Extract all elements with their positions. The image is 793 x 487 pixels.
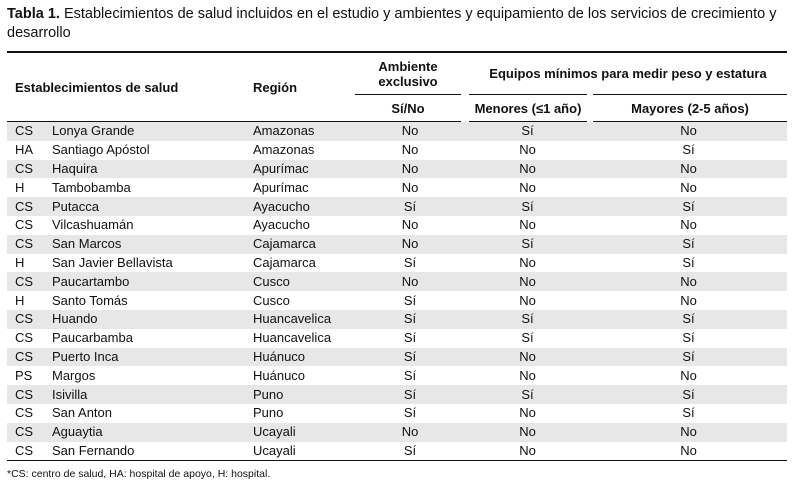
cell-nombre: Huando: [52, 310, 225, 329]
table-row: [7, 272, 787, 291]
cell-mayores: No: [680, 179, 697, 195]
cell-mayores: No: [590, 423, 787, 442]
table-row: [7, 366, 787, 385]
cell-ambiente: Sí: [403, 405, 417, 421]
cell-ambiente: Sí: [355, 348, 465, 367]
cell-tipo: HA: [15, 142, 34, 158]
cell-menores: No: [519, 217, 536, 233]
table-body: [7, 122, 787, 461]
cell-menores: Sí: [521, 330, 534, 346]
table-row: [7, 291, 787, 310]
cell-menores: No: [519, 292, 536, 308]
table-row: [7, 348, 787, 367]
header-region: Región: [253, 79, 298, 95]
cell-menores: No: [519, 142, 536, 158]
cell-tipo: CS: [7, 348, 52, 367]
cell-mayores: Sí: [590, 235, 787, 254]
header-si-no: Sí/No: [391, 100, 425, 116]
cell-mayores: No: [680, 217, 697, 233]
cell-tipo: PS: [15, 367, 33, 383]
cell-nombre: San Anton: [52, 405, 112, 421]
table-row: [7, 141, 787, 160]
cell-nombre: Putacca: [52, 197, 225, 216]
cell-region: Apurímac: [225, 160, 355, 179]
cell-menores: Sí: [465, 197, 590, 216]
cell-nombre: Santo Tomás: [52, 292, 128, 308]
cell-mayores: Sí: [682, 254, 695, 270]
header-menores: Menores (≤1 año): [465, 95, 590, 122]
cell-menores: No: [465, 272, 590, 291]
cell-menores: No: [465, 442, 590, 461]
cell-region: Ucayali: [225, 442, 355, 461]
cell-nombre: Paucarbamba: [52, 330, 133, 346]
table-row: [7, 178, 787, 197]
cell-tipo: H: [15, 292, 25, 308]
cell-menores: No: [465, 348, 590, 367]
cell-region: Ucayali: [225, 423, 355, 442]
table-row: [7, 423, 787, 442]
cell-ambiente: No: [401, 142, 419, 158]
cell-tipo: CS: [15, 330, 34, 346]
cell-nombre: Lonya Grande: [52, 122, 225, 141]
cell-tipo: CS: [7, 160, 52, 179]
cell-mayores: No: [680, 367, 697, 383]
table-row: [7, 329, 787, 348]
cell-tipo: CS: [15, 405, 34, 421]
cell-ambiente: Sí: [403, 330, 417, 346]
cell-tipo: CS: [7, 310, 52, 329]
table-row: [7, 442, 787, 461]
cell-tipo: CS: [7, 385, 52, 404]
cell-menores: No: [519, 254, 536, 270]
cell-nombre: Tambobamba: [52, 179, 131, 195]
header-mayores: Mayores (2-5 años): [590, 95, 787, 122]
table-row: [7, 404, 787, 423]
table-caption: [7, 5, 787, 43]
table-row: [7, 235, 787, 254]
cell-tipo: CS: [7, 197, 52, 216]
cell-ambiente: No: [355, 272, 465, 291]
cell-region: Puno: [225, 385, 355, 404]
table-row: [7, 254, 787, 273]
cell-mayores: Sí: [682, 330, 695, 346]
cell-menores: No: [465, 160, 590, 179]
cell-tipo: CS: [15, 217, 34, 233]
cell-region: Ayacucho: [225, 197, 355, 216]
cell-region: Puno: [253, 405, 284, 421]
cell-region: Huánuco: [253, 367, 306, 383]
cell-ambiente: No: [401, 179, 419, 195]
health-facilities-table: [7, 53, 787, 461]
cell-tipo: CS: [7, 442, 52, 461]
table-caption-label: Tabla 1.: [7, 6, 60, 22]
cell-mayores: No: [590, 442, 787, 461]
cell-ambiente: Sí: [355, 442, 465, 461]
cell-mayores: No: [680, 292, 697, 308]
cell-menores: No: [465, 423, 590, 442]
cell-nombre: Isivilla: [52, 385, 225, 404]
cell-menores: No: [519, 367, 536, 383]
cell-tipo: H: [15, 179, 25, 195]
cell-mayores: Sí: [590, 385, 787, 404]
cell-nombre: San Fernando: [52, 442, 225, 461]
cell-mayores: Sí: [590, 197, 787, 216]
cell-region: Amazonas: [225, 122, 355, 141]
table-row: [7, 216, 787, 235]
cell-ambiente: No: [355, 160, 465, 179]
header-establecimientos: Establecimientos de salud: [15, 79, 179, 95]
cell-region: Apurímac: [253, 179, 309, 195]
cell-tipo: CS: [7, 272, 52, 291]
cell-nombre: Puerto Inca: [52, 348, 225, 367]
cell-region: Cusco: [253, 292, 290, 308]
cell-mayores: Sí: [590, 310, 787, 329]
cell-ambiente: Sí: [355, 197, 465, 216]
cell-nombre: Aguaytia: [52, 423, 225, 442]
cell-mayores: No: [590, 160, 787, 179]
cell-ambiente: Sí: [403, 367, 417, 383]
table-row: [7, 160, 787, 179]
cell-mayores: Sí: [682, 405, 695, 421]
cell-menores: Sí: [465, 310, 590, 329]
cell-tipo: CS: [7, 122, 52, 141]
cell-menores: No: [519, 405, 536, 421]
cell-region: Cusco: [225, 272, 355, 291]
cell-ambiente: No: [355, 122, 465, 141]
cell-region: Ayacucho: [253, 217, 310, 233]
cell-menores: Sí: [465, 122, 590, 141]
cell-ambiente: Sí: [355, 385, 465, 404]
cell-region: Huancavelica: [225, 310, 355, 329]
cell-region: Huánuco: [225, 348, 355, 367]
table-row: [7, 122, 787, 141]
cell-ambiente: Sí: [403, 254, 417, 270]
cell-region: Cajamarca: [253, 254, 316, 270]
cell-menores: Sí: [465, 235, 590, 254]
table-row: [7, 385, 787, 404]
cell-menores: Sí: [465, 385, 590, 404]
table-row: [7, 310, 787, 329]
cell-tipo: CS: [7, 423, 52, 442]
cell-nombre: San Marcos: [52, 235, 225, 254]
cell-menores: No: [519, 179, 536, 195]
cell-region: Cajamarca: [225, 235, 355, 254]
cell-ambiente: No: [401, 217, 419, 233]
cell-nombre: Margos: [52, 367, 96, 383]
table-caption-text: Establecimientos de salud incluidos en el estudio y ambientes y equipamiento de los servicios de crecimiento y desarrollo: [7, 6, 777, 41]
cell-region: Huancavelica: [253, 330, 332, 346]
cell-ambiente: No: [355, 423, 465, 442]
cell-mayores: Sí: [590, 348, 787, 367]
cell-ambiente: Sí: [355, 310, 465, 329]
cell-nombre: Vilcashuamán: [52, 217, 134, 233]
cell-ambiente: Sí: [403, 292, 417, 308]
cell-mayores: No: [590, 122, 787, 141]
cell-tipo: CS: [7, 235, 52, 254]
cell-nombre: San Javier Bellavista: [52, 254, 173, 270]
cell-mayores: No: [590, 272, 787, 291]
cell-nombre: Paucartambo: [52, 272, 225, 291]
table-row: [7, 197, 787, 216]
header-equipos: Equipos mínimos para medir peso y estatura: [465, 53, 787, 95]
cell-region: Amazonas: [253, 142, 315, 158]
cell-ambiente: No: [355, 235, 465, 254]
header-ambiente: Ambiente exclusivo: [355, 53, 465, 95]
cell-nombre: Haquira: [52, 160, 225, 179]
table-footnote: *CS: centro de salud, HA: hospital de apoyo, H: hospital.: [7, 468, 271, 480]
cell-nombre: Santiago Apóstol: [52, 142, 150, 158]
cell-mayores: Sí: [682, 142, 695, 158]
cell-tipo: H: [15, 254, 25, 270]
